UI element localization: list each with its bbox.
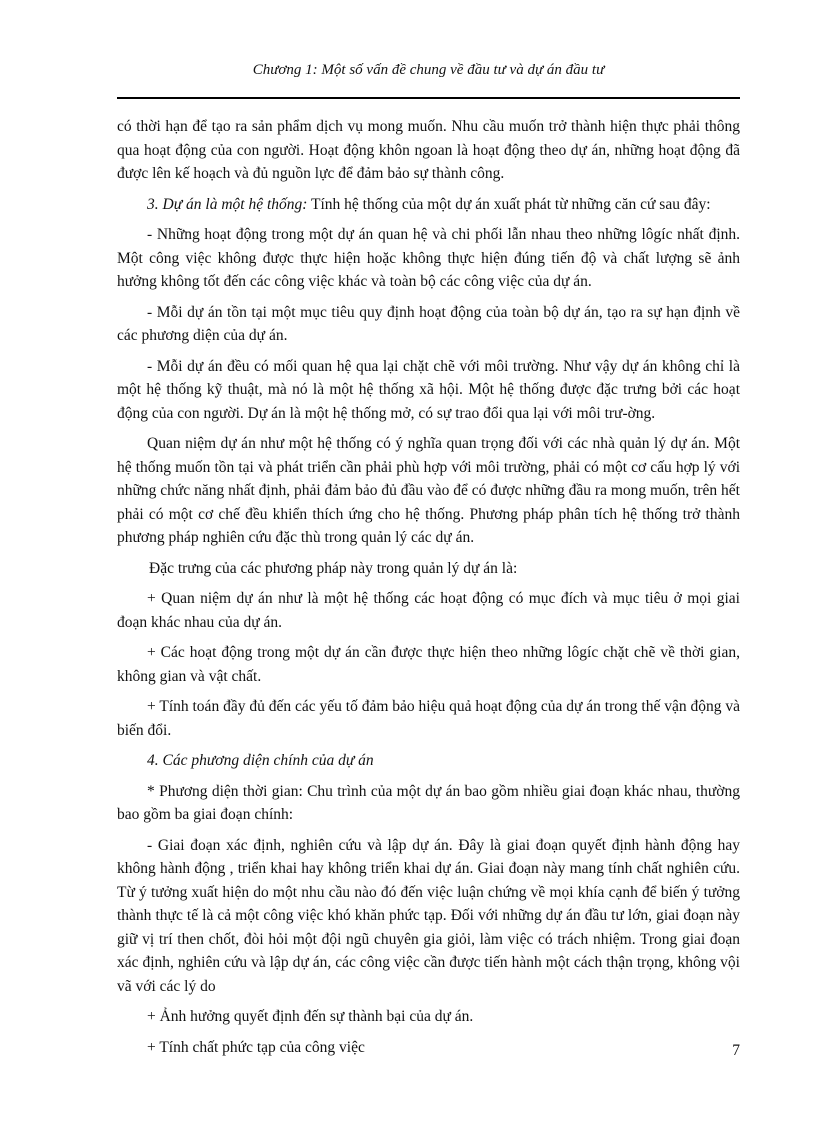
section-heading-4: 4. Các phương diện chính của dự án	[147, 752, 374, 769]
section-heading-3: 3. Dự án là một hệ thống:	[147, 195, 308, 213]
paragraph-system-intro-text: Tính hệ thống của một dự án xuất phát từ những căn cứ sau đây:	[307, 195, 711, 213]
paragraph-phase-1: - Giai đoạn xác định, nghiên cứu và lập dự án. Đây là giai đoạn quyết định hành động hay không hành động , triển khai hay không triển khai dự án. Giai đoạn này mang tính chất nghiên cứu. Từ ý tưởng xuất hiện do một nhu cầu nào đó đến việc luận chứng về mọi khía cạnh để biến ý tưởng thành thực tế là cả một công việc khó khăn phức tạp. Đối với những dự án đầu tư lớn, giai đoạn này giữ vị trí then chốt, đòi hỏi một đội ngũ chuyên gia giỏi, làm việc có trách nhiệm. Trong giai đoạn xác định, nghiên cứu và lập dự án, các công việc cần được tiến hành một cách thận trọng, không vội vã với các lý do	[117, 836, 740, 995]
paragraph-method-features: Đặc trưng của các phương pháp này trong quản lý dự án là:	[149, 559, 518, 577]
paragraph-bullet-logic: - Những hoạt động trong một dự án quan hệ và chi phối lẫn nhau theo những lôgíc nhất định. Một công việc không được thực hiện hoặc không thực hiện đúng tiến độ và chất lượng sẽ ảnh hưởng không tốt đến các công việc khác và toàn bộ các công việc của dự án.	[117, 226, 740, 290]
header-rule	[117, 97, 740, 99]
paragraph-plus-1: + Quan niệm dự án như là một hệ thống các hoạt động có mục đích và mục tiêu ở mọi giai đoạn khác nhau của dự án.	[117, 590, 740, 631]
running-header: Chương 1: Một số vấn đề chung về đầu tư và dự án đầu tư	[252, 62, 605, 78]
paragraph-system-view: Quan niệm dự án như một hệ thống có ý nghĩa quan trọng đối với các nhà quản lý dự án. Một hệ thống muốn tồn tại và phát triển cần phải phù hợp với môi trường, phải có một cơ cấu hợp lý với những chức năng nhất định, phải đảm bảo đủ đầu vào để có được những đầu ra mong muốn, trên hết phải có một cơ chế đều khiển thích ứng cho hệ thống. Phương pháp phân tích hệ thống trở thành phương pháp nghiên cứu đặc thù trong quản lý các dự án.	[117, 435, 740, 546]
paragraph-plus-2: + Các hoạt động trong một dự án cần được thực hiện theo những lôgíc chặt chẽ về thời gian, không gian và vật chất.	[117, 644, 740, 685]
body-text	[117, 115, 740, 1066]
paragraph-plus-5: + Tính chất phức tạp của công việc	[147, 1038, 365, 1056]
paragraph-plus-3: + Tính toán đầy đủ đến các yếu tố đảm bảo hiệu quả hoạt động của dự án trong thế vận động và biến đổi.	[117, 698, 740, 739]
paragraph-bullet-goal: - Mỗi dự án tồn tại một mục tiêu quy định hoạt động của toàn bộ dự án, tạo ra sự hạn định về các phương diện của dự án.	[117, 303, 740, 344]
paragraph-system-intro	[117, 193, 740, 217]
paragraph-bullet-environment: - Mỗi dự án đều có mối quan hệ qua lại chặt chẽ với môi trường. Như vậy dự án không chỉ là một hệ thống kỹ thuật, mà nó là một hệ thống xã hội. Một hệ thống được đặc trưng bởi các hoạt động của con người. Dự án là một hệ thống mở, có sự trao đổi qua lại với môi trư-ờng.	[117, 357, 740, 422]
paragraph-time-aspect: * Phương diện thời gian: Chu trình của một dự án bao gồm nhiều giai đoạn khác nhau, thường bao gồm ba giai đoạn chính:	[117, 782, 740, 823]
paragraph-continuation: có thời hạn để tạo ra sản phẩm dịch vụ mong muốn. Nhu cầu muốn trở thành hiện thực phải thông qua hoạt động của con người. Hoạt động khôn ngoan là hoạt động theo dự án, những hoạt động đã được lên kế hoạch và đủ nguồn lực để đảm bảo sự thành công.	[117, 118, 740, 182]
paragraph-plus-4: + Ảnh hưởng quyết định đến sự thành bại của dự án.	[147, 1008, 474, 1025]
page-number: 7	[732, 1042, 740, 1059]
